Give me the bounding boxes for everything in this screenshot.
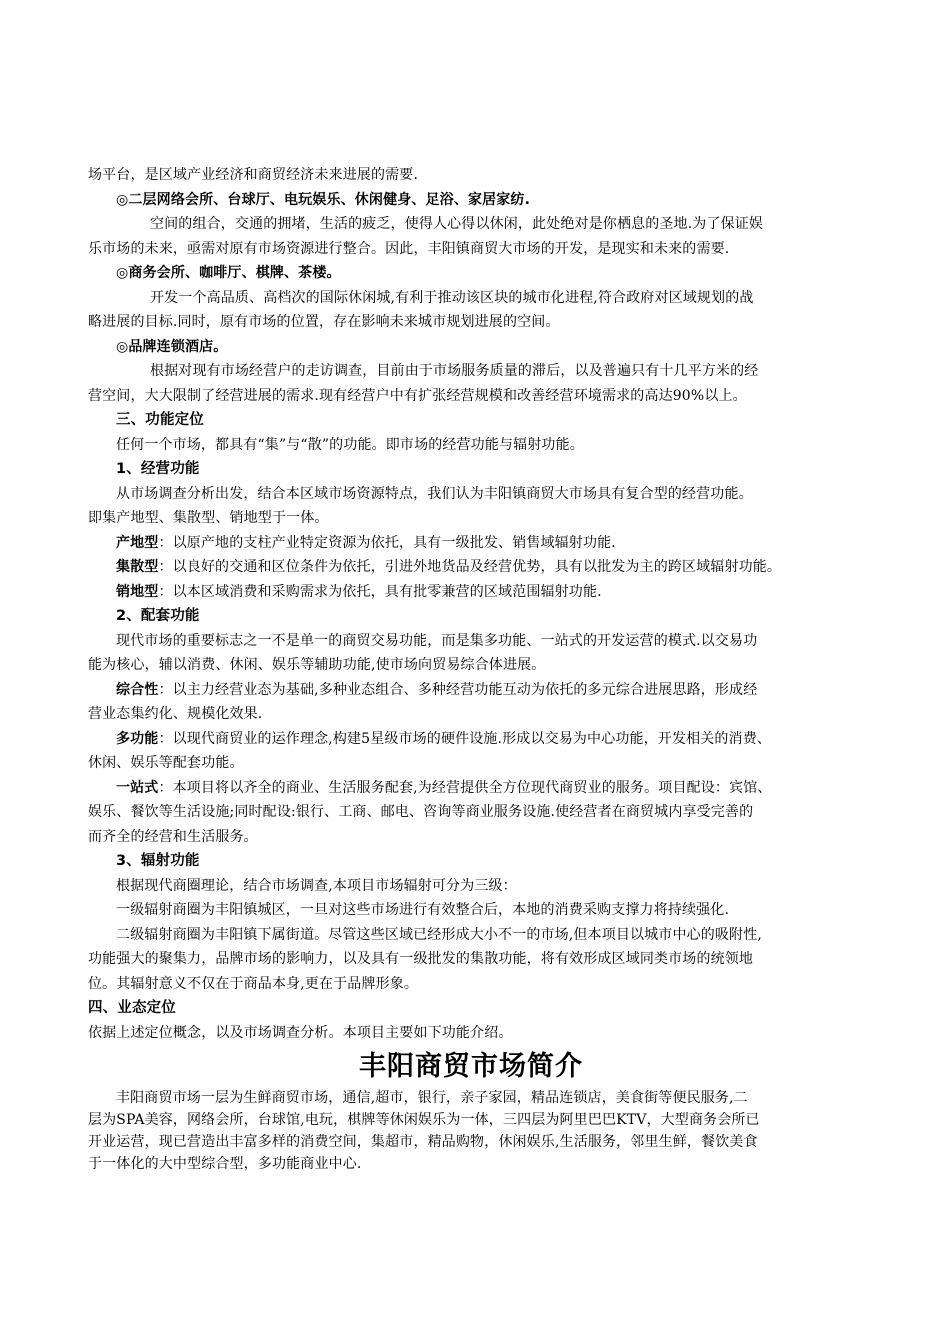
section-heading: 三、功能定位: [116, 412, 204, 428]
list-item: [88, 531, 854, 556]
subheading: ◎商务会所、咖啡厅、棋牌、茶楼。: [116, 265, 341, 281]
paragraph-line: 位。其辐射意义不仅在于商品本身,更在于品牌形象。: [88, 975, 419, 992]
paragraph-line: 丰阳商贸市场一层为生鲜商贸市场，通信,超市，银行，亲子家园，精品连锁店，美食街等便民服务,二: [116, 1090, 748, 1106]
paragraph-line: 略进展的目标.同时，原有市场的位置，存在影响未来城市规划进展的空间。: [88, 314, 560, 330]
paragraph-line: 层为SPA美容，网络会所，台球馆,电玩，棋牌等休闲娱乐为一体，三四层为阿里巴巴KTV，大型商务会所已: [88, 1112, 760, 1128]
section-heading: 3、辐射功能: [116, 853, 200, 869]
subheading: ◎二层网络会所、台球厅、电玩娱乐、休闲健身、足浴、家居家纺.: [116, 191, 531, 208]
paragraph-line: 根据对现有市场经营户的走访调查，目前由于市场服务质量的滞后，以及普遍只有十几平方米的经: [150, 363, 759, 379]
item-label: 产地型: [116, 534, 159, 551]
paragraph-line: 营空间，大大限制了经营进展的需求.现有经营户中有扩张经营规模和改善经营环境需求的高达90%以上。: [88, 387, 747, 404]
paragraph-line: 即集产地型、集散型、销地型于一体。: [88, 510, 329, 526]
list-item: [88, 727, 854, 752]
item-text: ：以本区域消费和采购需求为依托，具有批零兼营的区域范围辐射功能.: [158, 583, 602, 600]
paragraph-line: 二级辐射商圈为丰阳镇下属街道。尽管这些区域已经形成大小不一的市场,但本项目以城市中心的吸附性,: [116, 926, 762, 943]
item-label: 多功能: [116, 730, 159, 747]
item-label: 一站式: [116, 779, 159, 796]
paragraph-line: 能为核心，辅以消费、休闲、娱乐等辅助功能,使市场向贸易综合体进展。: [88, 657, 546, 673]
item-label: 集散型: [116, 559, 159, 575]
paragraph-line: 空间的组合，交通的拥堵，生活的疲乏，使得人心得以休闲，此处绝对是你栖息的圣地.为了保证娱: [150, 216, 764, 232]
item-label: 销地型: [116, 583, 159, 600]
list-item: [88, 678, 854, 703]
item-text: ：以原产地的支柱产业特定资源为依托，具有一级批发、销售域辐射功能.: [158, 534, 616, 551]
paragraph-line: 娱乐、餐饮等生活设施;同时配设:银行、工商、邮电、咨询等商业服务设施.使经营者在商贸城内享受完善的: [88, 804, 754, 820]
section-heading: 四、业态定位: [88, 1000, 176, 1016]
paragraph-line: 营业态集约化、规模化效果.: [88, 706, 263, 722]
paragraph-line: 乐市场的未来，亟需对原有市场资源进行整合。因此，丰阳镇商贸大市场的开发，是现实和未来的需要.: [88, 240, 730, 257]
document-page: [88, 163, 854, 1175]
item-label: 综合性: [116, 681, 159, 698]
paragraph-line: 场平台，是区域产业经济和商贸经济未来进展的需要.: [88, 167, 419, 183]
list-item: [88, 776, 854, 801]
paragraph-line: 功能强大的聚集力，品牌市场的影响力，以及具有一级批发的集散功能，将有效形成区域同类市场的统领地: [88, 951, 754, 967]
paragraph-line: 现代市场的重要标志之一不是单一的商贸交易功能，而是集多功能、一站式的开发运营的模式.以交易功: [116, 632, 758, 649]
paragraph-line: 于一体化的大中型综合型，多功能商业中心.: [88, 1156, 362, 1172]
item-text: ：本项目将以齐全的商业、生活服务配套,为经营提供全方位现代商贸业的服务。项目配设：宾馆、: [158, 779, 772, 796]
paragraph-line: 依据上述定位概念，以及市场调查分析。本项目主要如下功能介绍。: [88, 1024, 513, 1041]
paragraph-line: 开业运营，现已营造出丰富多样的消费空间，集超市，精品购物，休闲娱乐,生活服务，邻里生鲜，餐饮美食: [88, 1134, 758, 1150]
paragraph-line: 休闲、娱乐等配套功能。: [88, 755, 244, 771]
paragraph-line: 而齐全的经营和生活服务。: [88, 828, 258, 845]
list-item: [88, 555, 854, 580]
intro-title: 丰阳商贸市场简介: [359, 1051, 583, 1082]
subheading: ◎品牌连锁酒店。: [116, 338, 228, 355]
list-item: [88, 580, 854, 605]
paragraph-line: 一级辐射商圈为丰阳镇城区，一旦对这些市场进行有效整合后，本地的消费采购支撑力将持续强化.: [116, 902, 730, 918]
intro-paragraph: [88, 1087, 854, 1175]
paragraph-line: 根据现代商圈理论，结合市场调查,本项目市场辐射可分为三级：: [116, 877, 517, 894]
paragraph-line: 从市场调查分析出发，结合本区域市场资源特点，我们认为丰阳镇商贸大市场具有复合型的经营功能。: [116, 485, 753, 502]
section-heading: 2、配套功能: [116, 608, 200, 624]
paragraph-line: 任何一个市场，都具有“集”与“散”的功能。即市场的经营功能与辐射功能。: [116, 436, 584, 453]
paragraph-line: 开发一个高品质、高档次的国际休闲城,有利于推动该区块的城市化进程,符合政府对区域规划的战: [150, 289, 754, 306]
section-heading: 1、经营功能: [116, 461, 200, 477]
item-text: ：以良好的交通和区位条件为依托，引进外地货品及经营优势，具有以批发为主的跨区域辐射功能。: [158, 559, 782, 575]
item-text: ：以现代商贸业的运作理念,构建5星级市场的硬件设施.形成以交易为中心功能，开发相关的消费、: [158, 730, 772, 747]
item-text: ：以主力经营业态为基础,多种业态组合、多种经营功能互动为依托的多元综合进展思路，形成经: [158, 681, 758, 698]
